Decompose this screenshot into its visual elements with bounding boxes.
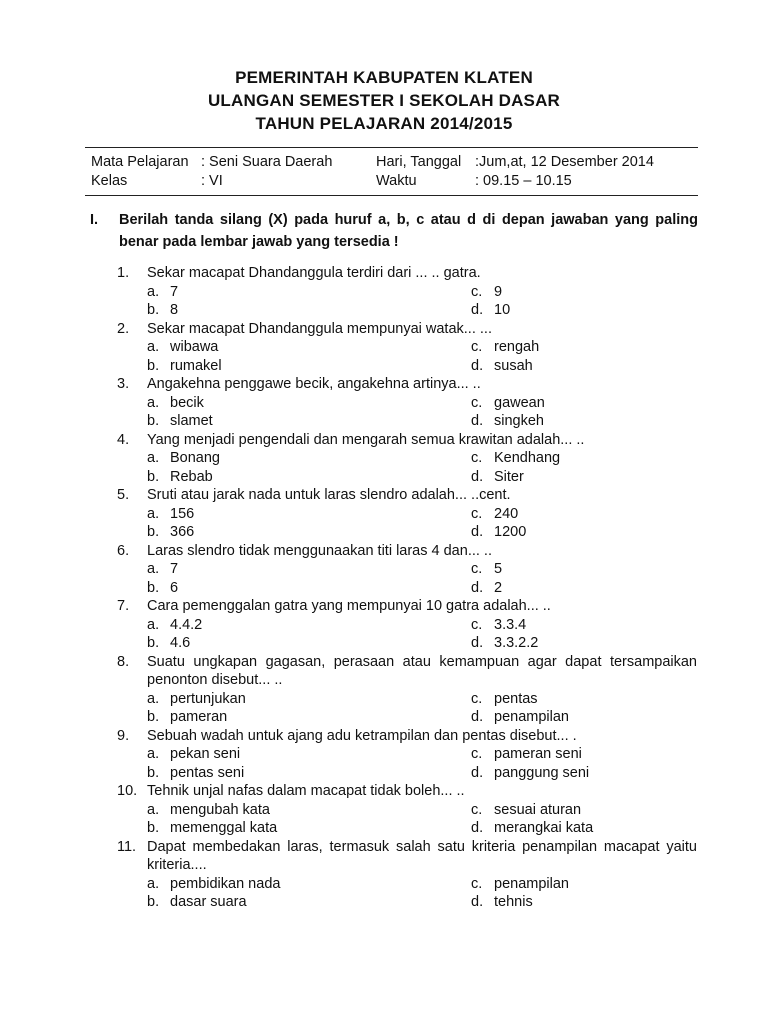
option-letter-a: a. <box>147 801 160 818</box>
question-text-line <box>117 264 697 283</box>
option-letter-c: c. <box>471 616 483 633</box>
question-list <box>117 264 697 912</box>
question-text-line <box>117 542 697 561</box>
option-letter-a: a. <box>147 616 160 633</box>
question-text: Sekar macapat Dhandanggula mempunyai watak... ... <box>147 320 492 337</box>
option-letter-a: a. <box>147 746 160 762</box>
option-a: becik <box>170 394 204 411</box>
option-d: 10 <box>494 302 511 318</box>
option-a: pertunjukan <box>170 690 246 707</box>
option-letter-a: a. <box>147 283 160 300</box>
question-text-line <box>117 838 697 875</box>
option-b: 6 <box>170 579 179 596</box>
option-a: 7 <box>170 561 179 577</box>
option-d: 3.3.2.2 <box>494 635 539 651</box>
option-letter-a: a. <box>147 561 160 577</box>
bottom-divider <box>85 195 698 196</box>
option-row <box>117 708 697 727</box>
option-b: dasar suara <box>170 894 247 910</box>
instruction-text: Berilah tanda silang (X) pada huruf a, b, c atau d di depan jawaban yang paling benar pada lembar jawab yang tersedia ! <box>119 212 698 250</box>
question-item <box>117 375 697 431</box>
question-item <box>117 431 697 487</box>
option-letter-d: d. <box>471 709 484 725</box>
option-letter-b: b. <box>147 524 160 540</box>
option-letter-d: d. <box>471 894 484 910</box>
question-text-line <box>117 727 697 746</box>
question-text: Suatu ungkapan gagasan, perasaan atau kemampuan agar dapat tersampaikan penonton disebut... .. <box>147 653 697 688</box>
option-row <box>117 412 697 431</box>
option-row <box>117 579 697 598</box>
option-row <box>117 301 697 320</box>
option-letter-a: a. <box>147 505 160 522</box>
option-letter-c: c. <box>471 339 483 355</box>
option-a: 4.4.2 <box>170 616 203 633</box>
option-letter-b: b. <box>147 413 160 429</box>
question-text-line <box>117 486 697 505</box>
option-c: penampilan <box>494 875 569 892</box>
option-d: singkeh <box>494 413 544 429</box>
option-c: rengah <box>494 339 540 355</box>
question-text: Angakehna penggawe becik, angakehna artinya... .. <box>147 376 481 392</box>
option-c: pameran seni <box>494 746 582 762</box>
question-number: 7. <box>117 598 130 614</box>
exam-header <box>0 66 768 135</box>
option-c: 5 <box>494 561 503 577</box>
question-text-line <box>117 653 697 690</box>
exam-info <box>91 153 691 191</box>
option-row <box>117 634 697 653</box>
option-letter-c: c. <box>471 875 483 892</box>
option-letter-c: c. <box>471 690 483 707</box>
option-b: Rebab <box>170 468 213 485</box>
option-letter-d: d. <box>471 357 484 374</box>
option-row <box>117 875 697 894</box>
option-row <box>117 690 697 709</box>
option-row <box>117 357 697 376</box>
option-letter-d: d. <box>471 468 484 485</box>
section-instruction <box>90 209 698 253</box>
option-b: rumakel <box>170 357 222 374</box>
option-letter-b: b. <box>147 635 160 651</box>
option-letter-c: c. <box>471 394 483 411</box>
option-d: panggung seni <box>494 764 590 781</box>
option-d: 2 <box>494 579 503 596</box>
option-row <box>117 468 697 487</box>
option-letter-b: b. <box>147 302 160 318</box>
class-value: : VI <box>201 173 223 189</box>
question-item <box>117 727 697 783</box>
option-letter-b: b. <box>147 709 160 725</box>
question-number: 2. <box>117 320 130 337</box>
date-value: :Jum,at, 12 Desember 2014 <box>475 154 654 170</box>
option-letter-d: d. <box>471 579 484 596</box>
question-text-line <box>117 597 697 616</box>
option-letter-a: a. <box>147 450 160 466</box>
option-row <box>117 764 697 783</box>
question-number: 1. <box>117 265 130 281</box>
section-number: I. <box>90 212 99 228</box>
option-letter-d: d. <box>471 524 484 540</box>
question-text-line <box>117 782 697 801</box>
question-item <box>117 653 697 727</box>
option-letter-c: c. <box>471 283 483 300</box>
header-exam-title: ULANGAN SEMESTER I SEKOLAH DASAR <box>207 91 561 110</box>
option-letter-c: c. <box>471 801 483 818</box>
question-item <box>117 486 697 542</box>
option-letter-c: c. <box>471 561 483 577</box>
question-item <box>117 264 697 320</box>
option-row <box>117 283 697 302</box>
option-a: Bonang <box>170 450 220 466</box>
option-a: mengubah kata <box>170 801 270 818</box>
option-d: Siter <box>494 468 524 485</box>
option-b: 366 <box>170 524 195 540</box>
option-letter-a: a. <box>147 394 160 411</box>
option-letter-c: c. <box>471 746 483 762</box>
question-number: 6. <box>117 542 130 559</box>
option-b: 8 <box>170 302 179 318</box>
option-letter-d: d. <box>471 635 484 651</box>
question-number: 11. <box>117 838 137 855</box>
option-letter-c: c. <box>471 505 483 522</box>
option-b: pameran <box>170 709 228 725</box>
time-label: Waktu <box>376 173 417 189</box>
option-letter-b: b. <box>147 468 160 485</box>
option-letter-d: d. <box>471 413 484 429</box>
option-c: 3.3.4 <box>494 616 527 633</box>
question-number: 5. <box>117 487 130 503</box>
option-letter-b: b. <box>147 894 160 910</box>
option-row <box>117 449 697 468</box>
question-number: 8. <box>117 653 130 670</box>
class-label: Kelas <box>91 173 128 189</box>
option-d: merangkai kata <box>494 820 594 836</box>
option-c: 240 <box>494 505 519 522</box>
option-c: 9 <box>494 283 503 300</box>
option-d: penampilan <box>494 709 569 725</box>
question-item <box>117 542 697 598</box>
question-text: Sebuah wadah untuk ajang adu ketrampilan dan pentas disebut... . <box>147 727 577 744</box>
option-c: pentas <box>494 690 538 707</box>
question-text-line <box>117 375 697 394</box>
option-row <box>117 338 697 357</box>
option-row <box>117 801 697 820</box>
header-government: PEMERINTAH KABUPATEN KLATEN <box>235 68 533 87</box>
option-b: memenggal kata <box>170 820 278 836</box>
option-letter-a: a. <box>147 339 160 355</box>
question-item <box>117 782 697 838</box>
option-b: slamet <box>170 413 213 429</box>
question-text: Sruti atau jarak nada untuk laras slendro adalah... ..cent. <box>147 487 511 503</box>
date-label: Hari, Tanggal <box>376 154 462 170</box>
option-letter-d: d. <box>471 302 484 318</box>
top-divider <box>85 147 698 148</box>
option-letter-d: d. <box>471 764 484 781</box>
option-letter-b: b. <box>147 579 160 596</box>
option-letter-d: d. <box>471 820 484 836</box>
header-school-year: TAHUN PELAJARAN 2014/2015 <box>255 114 513 133</box>
option-a: pembidikan nada <box>170 875 281 892</box>
question-number: 3. <box>117 376 130 392</box>
option-a: pekan seni <box>170 746 241 762</box>
question-text: Laras slendro tidak menggunaakan titi laras 4 dan... .. <box>147 542 492 559</box>
question-item <box>117 838 697 912</box>
question-text-line <box>117 431 697 450</box>
subject-label: Mata Pelajaran <box>91 154 189 170</box>
option-a: wibawa <box>170 339 219 355</box>
time-value: : 09.15 – 10.15 <box>475 173 572 189</box>
option-c: sesuai aturan <box>494 801 582 818</box>
question-number: 4. <box>117 431 130 448</box>
option-letter-c: c. <box>471 450 483 466</box>
option-row <box>117 745 697 764</box>
option-a: 7 <box>170 283 179 300</box>
subject-value: : Seni Suara Daerah <box>201 154 333 170</box>
question-number: 10. <box>117 783 138 799</box>
option-row <box>117 819 697 838</box>
option-c: gawean <box>494 394 545 411</box>
question-text: Cara pemenggalan gatra yang mempunyai 10 gatra adalah... .. <box>147 598 551 614</box>
option-letter-b: b. <box>147 820 160 836</box>
option-letter-b: b. <box>147 357 160 374</box>
option-row <box>117 616 697 635</box>
question-text: Yang menjadi pengendali dan mengarah semua krawitan adalah... .. <box>147 431 585 448</box>
option-a: 156 <box>170 505 195 522</box>
option-row <box>117 394 697 413</box>
option-row <box>117 560 697 579</box>
option-d: 1200 <box>494 524 527 540</box>
option-b: 4.6 <box>170 635 191 651</box>
question-item <box>117 320 697 376</box>
option-d: tehnis <box>494 894 533 910</box>
option-row <box>117 893 697 912</box>
question-text: Tehnik unjal nafas dalam macapat tidak boleh... .. <box>147 783 465 799</box>
question-text: Dapat membedakan laras, termasuk salah satu kriteria penampilan macapat yaitu kriteria.... <box>147 838 697 873</box>
option-letter-a: a. <box>147 875 160 892</box>
question-item <box>117 597 697 653</box>
question-text-line <box>117 320 697 339</box>
option-b: pentas seni <box>170 764 245 781</box>
option-row <box>117 505 697 524</box>
option-letter-a: a. <box>147 690 160 707</box>
option-letter-b: b. <box>147 764 160 781</box>
question-text: Sekar macapat Dhandanggula terdiri dari ... .. gatra. <box>147 265 481 281</box>
option-c: Kendhang <box>494 450 561 466</box>
question-number: 9. <box>117 727 130 744</box>
option-row <box>117 523 697 542</box>
option-d: susah <box>494 357 533 374</box>
